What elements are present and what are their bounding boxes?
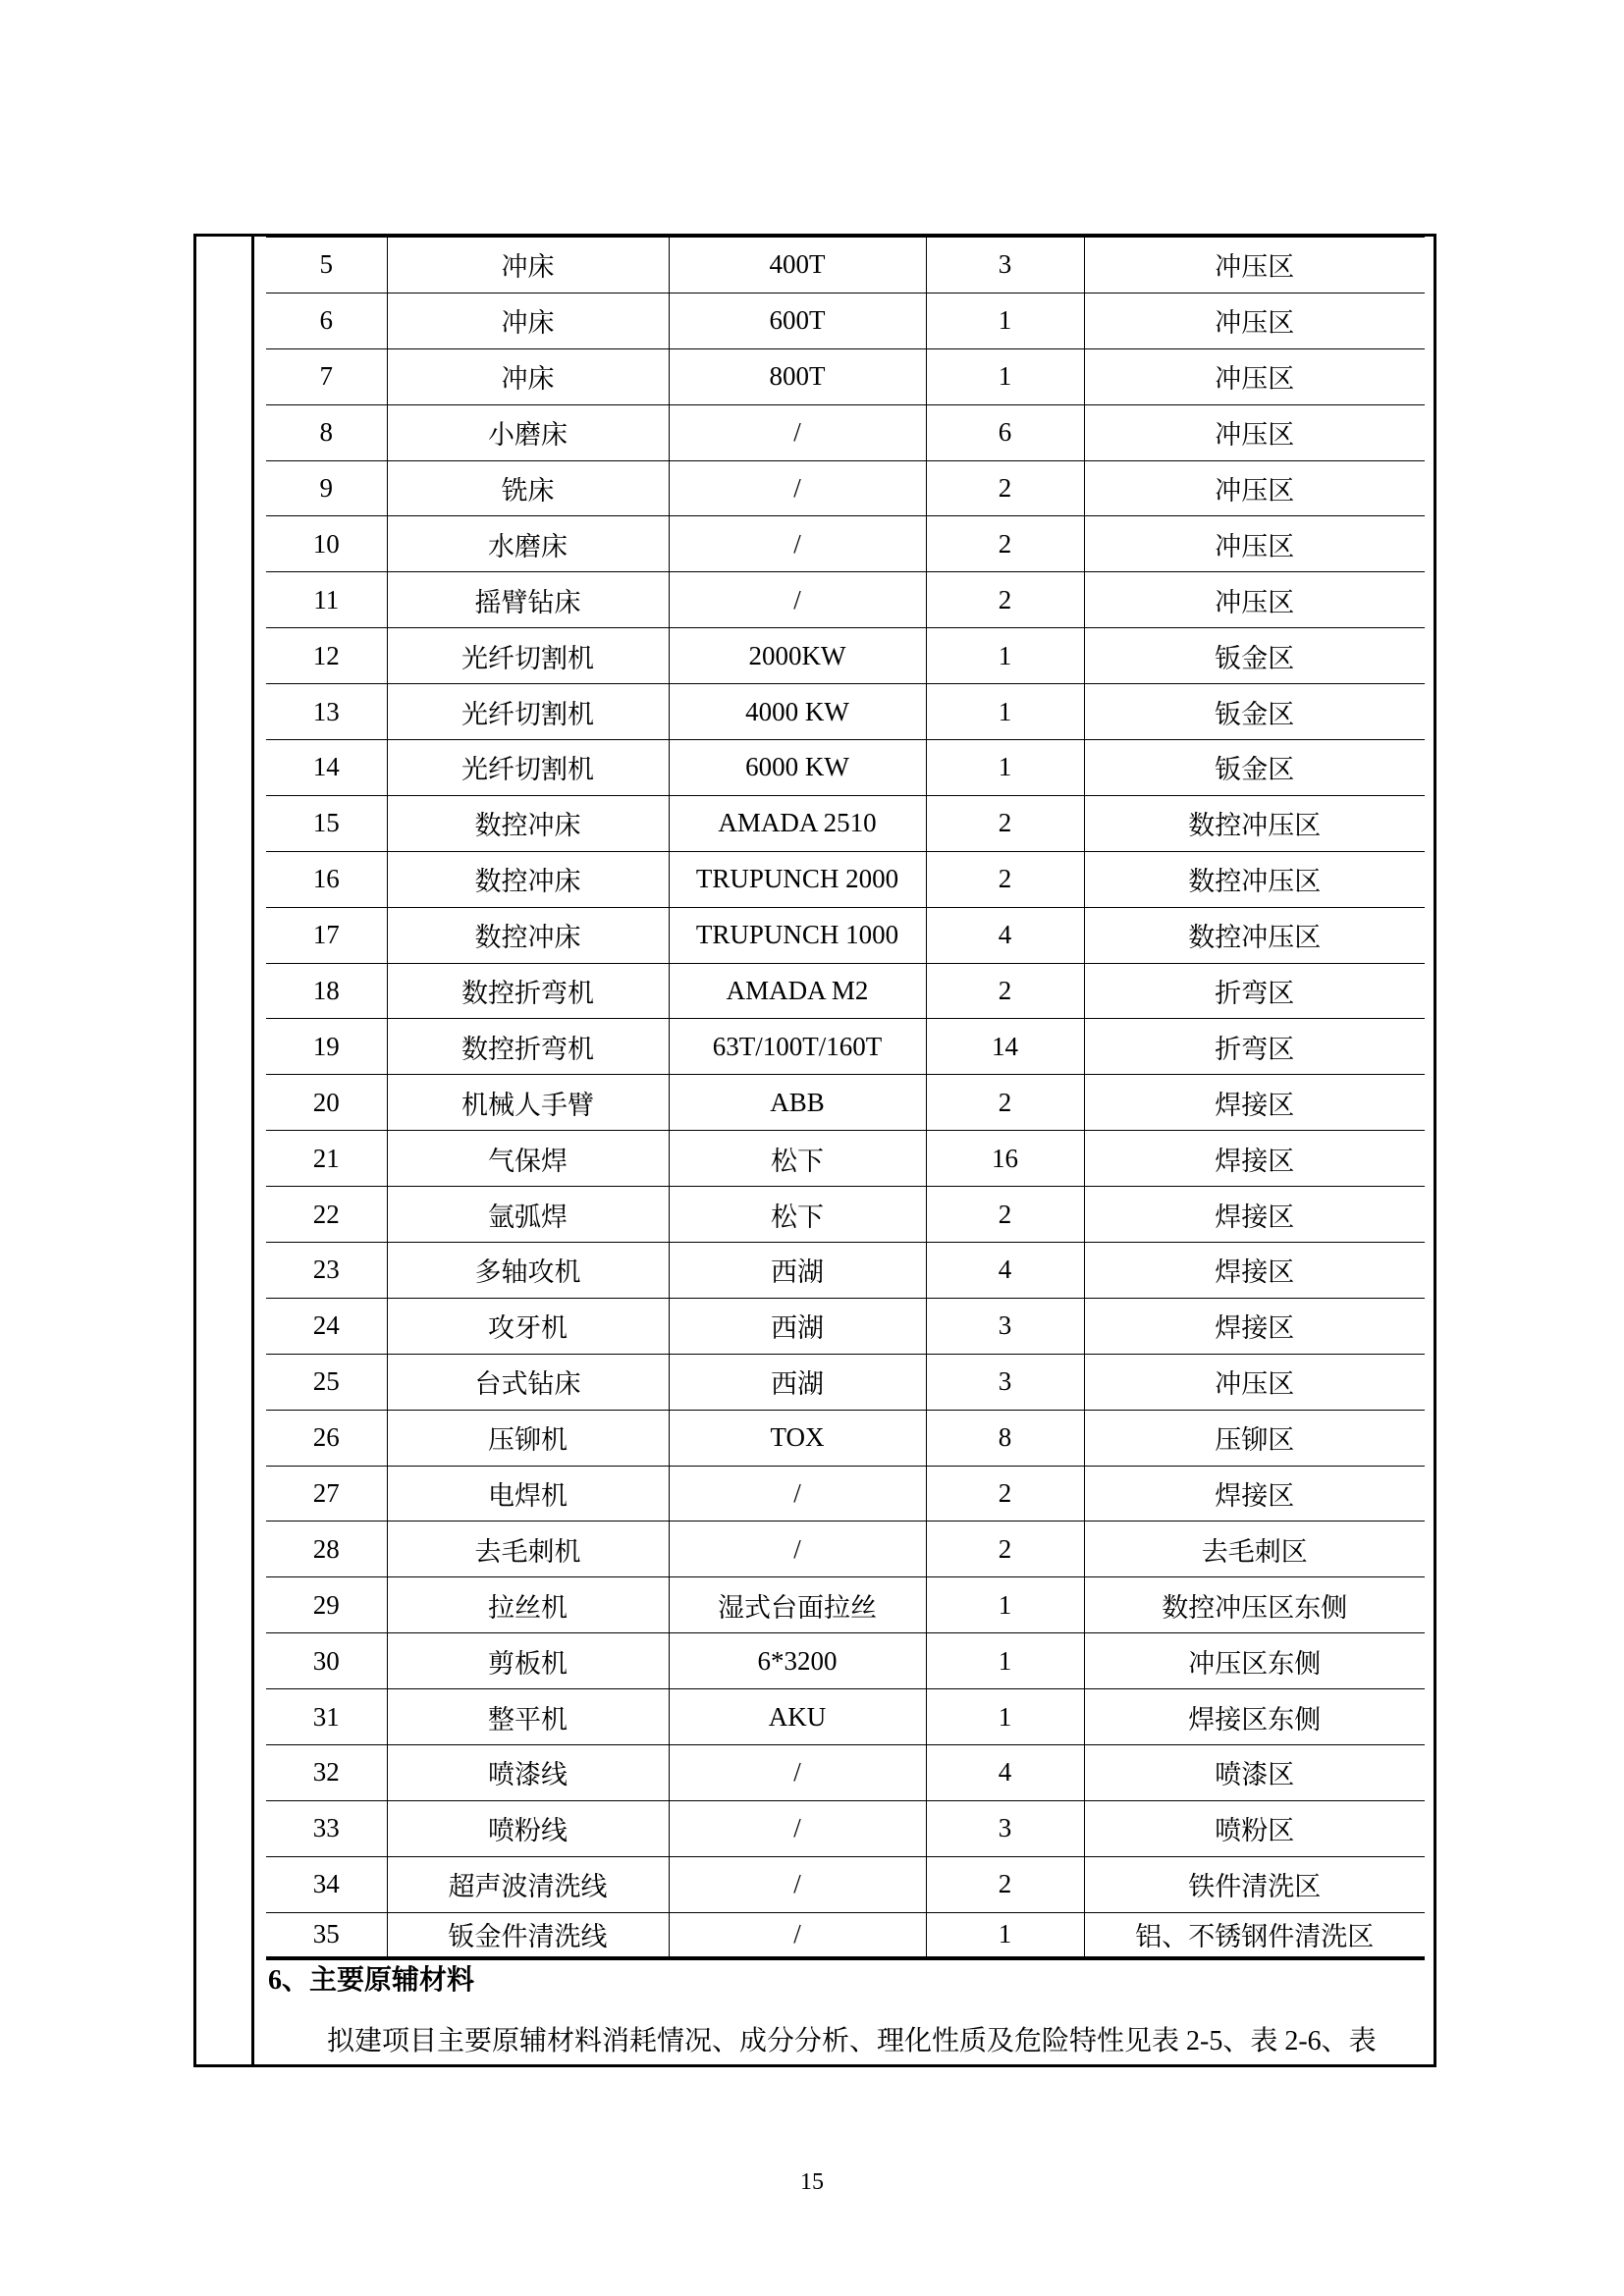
table-row: [266, 740, 1425, 796]
equipment-location-cell: 铁件清洗区: [1084, 1856, 1425, 1912]
equipment-name-cell: 多轴攻机: [387, 1243, 669, 1299]
equipment-name-cell: 光纤切割机: [387, 684, 669, 740]
table-row: [266, 628, 1425, 684]
equipment-location-cell: 钣金区: [1084, 740, 1425, 796]
equipment-spec-cell: AMADA 2510: [669, 795, 926, 851]
equipment-name-cell: 电焊机: [387, 1466, 669, 1522]
equipment-location-cell: 钣金区: [1084, 628, 1425, 684]
equipment-spec-cell: /: [669, 1856, 926, 1912]
equipment-name-cell: 冲床: [387, 236, 669, 293]
row-number-cell: 26: [266, 1410, 387, 1466]
row-number-cell: 10: [266, 516, 387, 572]
equipment-name-cell: 铣床: [387, 460, 669, 516]
row-number-cell: 30: [266, 1633, 387, 1689]
equipment-name-cell: 攻牙机: [387, 1298, 669, 1354]
equipment-quantity-cell: 2: [926, 1856, 1084, 1912]
row-number-cell: 7: [266, 348, 387, 404]
table-row: [266, 1912, 1425, 1958]
equipment-name-cell: 剪板机: [387, 1633, 669, 1689]
row-number-cell: 23: [266, 1243, 387, 1299]
table-row: [266, 1354, 1425, 1410]
equipment-spec-cell: /: [669, 1745, 926, 1801]
equipment-spec-cell: 6*3200: [669, 1633, 926, 1689]
equipment-name-cell: 气保焊: [387, 1131, 669, 1187]
row-number-cell: 25: [266, 1354, 387, 1410]
equipment-spec-cell: TRUPUNCH 2000: [669, 851, 926, 907]
equipment-location-cell: 冲压区: [1084, 516, 1425, 572]
equipment-quantity-cell: 1: [926, 740, 1084, 796]
equipment-location-cell: 冲压区东侧: [1084, 1633, 1425, 1689]
row-number-cell: 22: [266, 1187, 387, 1243]
row-number-cell: 31: [266, 1689, 387, 1745]
equipment-spec-cell: 西湖: [669, 1298, 926, 1354]
table-row: [266, 1522, 1425, 1577]
equipment-location-cell: 压铆区: [1084, 1410, 1425, 1466]
row-number-cell: 19: [266, 1019, 387, 1075]
table-row: [266, 1187, 1425, 1243]
equipment-quantity-cell: 2: [926, 1075, 1084, 1131]
equipment-location-cell: 焊接区: [1084, 1131, 1425, 1187]
table-row: [266, 1019, 1425, 1075]
equipment-spec-cell: /: [669, 1912, 926, 1958]
equipment-location-cell: 冲压区: [1084, 572, 1425, 628]
equipment-spec-cell: /: [669, 404, 926, 460]
equipment-location-cell: 钣金区: [1084, 684, 1425, 740]
equipment-name-cell: 数控冲床: [387, 795, 669, 851]
equipment-quantity-cell: 16: [926, 1131, 1084, 1187]
equipment-spec-cell: /: [669, 516, 926, 572]
section-title: 6、主要原辅材料: [268, 1965, 475, 1996]
equipment-spec-cell: /: [669, 460, 926, 516]
row-number-cell: 11: [266, 572, 387, 628]
row-number-cell: 8: [266, 404, 387, 460]
equipment-location-cell: 冲压区: [1084, 404, 1425, 460]
row-number-cell: 15: [266, 795, 387, 851]
equipment-quantity-cell: 8: [926, 1410, 1084, 1466]
equipment-location-cell: 数控冲压区: [1084, 795, 1425, 851]
row-number-cell: 27: [266, 1466, 387, 1522]
equipment-spec-cell: /: [669, 572, 926, 628]
equipment-location-cell: 冲压区: [1084, 1354, 1425, 1410]
equipment-location-cell: 数控冲压区: [1084, 907, 1425, 963]
equipment-quantity-cell: 3: [926, 1298, 1084, 1354]
equipment-name-cell: 钣金件清洗线: [387, 1912, 669, 1958]
table-row: [266, 851, 1425, 907]
table-row: [266, 1466, 1425, 1522]
equipment-name-cell: 数控冲床: [387, 907, 669, 963]
equipment-location-cell: 冲压区: [1084, 236, 1425, 293]
equipment-spec-cell: TOX: [669, 1410, 926, 1466]
equipment-quantity-cell: 3: [926, 1800, 1084, 1856]
row-number-cell: 34: [266, 1856, 387, 1912]
equipment-quantity-cell: 3: [926, 236, 1084, 293]
row-number-cell: 12: [266, 628, 387, 684]
table-row: [266, 963, 1425, 1019]
equipment-quantity-cell: 1: [926, 348, 1084, 404]
table-row: [266, 684, 1425, 740]
table-row: [266, 1075, 1425, 1131]
table-row: [266, 1410, 1425, 1466]
equipment-name-cell: 水磨床: [387, 516, 669, 572]
equipment-quantity-cell: 3: [926, 1354, 1084, 1410]
equipment-location-cell: 铝、不锈钢件清洗区: [1084, 1912, 1425, 1958]
equipment-location-cell: 数控冲压区东侧: [1084, 1577, 1425, 1633]
equipment-spec-cell: 松下: [669, 1131, 926, 1187]
equipment-quantity-cell: 1: [926, 293, 1084, 348]
table-row: [266, 348, 1425, 404]
equipment-spec-cell: 800T: [669, 348, 926, 404]
equipment-name-cell: 压铆机: [387, 1410, 669, 1466]
table-row: [266, 907, 1425, 963]
equipment-location-cell: 数控冲压区: [1084, 851, 1425, 907]
equipment-name-cell: 数控冲床: [387, 851, 669, 907]
equipment-name-cell: 光纤切割机: [387, 740, 669, 796]
equipment-name-cell: 喷漆线: [387, 1745, 669, 1801]
equipment-spec-cell: AKU: [669, 1689, 926, 1745]
table-row: [266, 1633, 1425, 1689]
row-number-cell: 29: [266, 1577, 387, 1633]
equipment-spec-cell: AMADA M2: [669, 963, 926, 1019]
equipment-quantity-cell: 2: [926, 795, 1084, 851]
equipment-name-cell: 摇臂钻床: [387, 572, 669, 628]
equipment-spec-cell: 西湖: [669, 1354, 926, 1410]
equipment-quantity-cell: 1: [926, 1689, 1084, 1745]
equipment-location-cell: 焊接区: [1084, 1187, 1425, 1243]
equipment-location-cell: 焊接区: [1084, 1075, 1425, 1131]
equipment-quantity-cell: 2: [926, 516, 1084, 572]
equipment-name-cell: 氩弧焊: [387, 1187, 669, 1243]
equipment-spec-cell: ABB: [669, 1075, 926, 1131]
table-row: [266, 1856, 1425, 1912]
equipment-name-cell: 去毛刺机: [387, 1522, 669, 1577]
equipment-name-cell: 喷粉线: [387, 1800, 669, 1856]
equipment-name-cell: 小磨床: [387, 404, 669, 460]
row-number-cell: 5: [266, 236, 387, 293]
row-number-cell: 28: [266, 1522, 387, 1577]
equipment-quantity-cell: 2: [926, 572, 1084, 628]
equipment-spec-cell: /: [669, 1800, 926, 1856]
equipment-spec-cell: /: [669, 1466, 926, 1522]
equipment-quantity-cell: 1: [926, 628, 1084, 684]
row-number-cell: 35: [312, 1919, 340, 1949]
equipment-name-cell: 光纤切割机: [387, 628, 669, 684]
equipment-location-cell: 焊接区: [1084, 1298, 1425, 1354]
equipment-spec-cell: /: [669, 1522, 926, 1577]
equipment-name-cell: 机械人手臂: [387, 1075, 669, 1131]
equipment-name-cell: 数控折弯机: [387, 1019, 669, 1075]
equipment-quantity-cell: 2: [926, 1522, 1084, 1577]
equipment-spec-cell: 63T/100T/160T: [669, 1019, 926, 1075]
row-number-cell: 20: [266, 1075, 387, 1131]
equipment-name-cell: 冲床: [387, 348, 669, 404]
table-row: [266, 1745, 1425, 1801]
row-number-cell: 18: [266, 963, 387, 1019]
equipment-table: [266, 234, 1425, 1960]
equipment-location-cell: 喷粉区: [1084, 1800, 1425, 1856]
row-number-cell: 9: [266, 460, 387, 516]
equipment-table-container: [266, 234, 1425, 1960]
equipment-quantity-cell: 1: [926, 684, 1084, 740]
equipment-quantity-cell: 14: [926, 1019, 1084, 1075]
equipment-quantity-cell: 4: [926, 1745, 1084, 1801]
table-row: [266, 1689, 1425, 1745]
equipment-location-cell: 喷漆区: [1084, 1745, 1425, 1801]
equipment-location-cell: 焊接区: [1084, 1243, 1425, 1299]
table-row: [266, 293, 1425, 348]
table-row: [266, 236, 1425, 293]
equipment-name-cell: 台式钻床: [387, 1354, 669, 1410]
row-number-cell: 6: [266, 293, 387, 348]
equipment-spec-cell: 2000KW: [669, 628, 926, 684]
equipment-spec-cell: 6000 KW: [669, 740, 926, 796]
equipment-quantity-cell: 6: [926, 404, 1084, 460]
table-row: [266, 795, 1425, 851]
equipment-location-cell: 折弯区: [1084, 1019, 1425, 1075]
table-row: [266, 1577, 1425, 1633]
section-body-text: 拟建项目主要原辅材料消耗情况、成分分析、理化性质及危险特性见表 2-5、表 2-6、表: [327, 2026, 1377, 2056]
equipment-spec-cell: 400T: [669, 236, 926, 293]
row-number-cell: 16: [266, 851, 387, 907]
row-number-cell: 24: [266, 1298, 387, 1354]
table-row: [266, 1243, 1425, 1299]
equipment-name-cell: 超声波清洗线: [387, 1856, 669, 1912]
row-number-cell: 13: [266, 684, 387, 740]
table-row: [266, 404, 1425, 460]
equipment-quantity-cell: 2: [926, 963, 1084, 1019]
table-row: [266, 516, 1425, 572]
row-number-cell: 32: [266, 1745, 387, 1801]
frame-left-column-divider: [251, 234, 254, 2067]
equipment-quantity-cell: 2: [926, 851, 1084, 907]
equipment-location-cell: 焊接区东侧: [1084, 1689, 1425, 1745]
equipment-name-cell: 拉丝机: [387, 1577, 669, 1633]
equipment-location-cell: 去毛刺区: [1084, 1522, 1425, 1577]
equipment-spec-cell: 松下: [669, 1187, 926, 1243]
equipment-quantity-cell: 2: [926, 1187, 1084, 1243]
equipment-table-body: [266, 236, 1425, 1958]
row-number-cell: 21: [266, 1131, 387, 1187]
table-row: [266, 1800, 1425, 1856]
equipment-quantity-cell: 4: [926, 1243, 1084, 1299]
equipment-spec-cell: 湿式台面拉丝: [669, 1577, 926, 1633]
row-number-cell: 14: [266, 740, 387, 796]
table-row: [266, 1131, 1425, 1187]
equipment-spec-cell: 4000 KW: [669, 684, 926, 740]
equipment-quantity-cell: 1: [926, 1577, 1084, 1633]
equipment-name-cell: 数控折弯机: [387, 963, 669, 1019]
equipment-location-cell: 焊接区: [1084, 1466, 1425, 1522]
equipment-location-cell: 冲压区: [1084, 460, 1425, 516]
row-number-cell: 33: [266, 1800, 387, 1856]
equipment-quantity-cell: 2: [926, 460, 1084, 516]
equipment-name-cell: 冲床: [387, 293, 669, 348]
equipment-location-cell: 折弯区: [1084, 963, 1425, 1019]
equipment-name-cell: 整平机: [387, 1689, 669, 1745]
table-row: [266, 1298, 1425, 1354]
equipment-location-cell: 冲压区: [1084, 293, 1425, 348]
table-row: [266, 572, 1425, 628]
equipment-location-cell: 冲压区: [1084, 348, 1425, 404]
equipment-quantity-cell: 1: [926, 1633, 1084, 1689]
equipment-quantity-cell: 2: [926, 1466, 1084, 1522]
equipment-spec-cell: 西湖: [669, 1243, 926, 1299]
equipment-spec-cell: 600T: [669, 293, 926, 348]
row-number-cell: 17: [266, 907, 387, 963]
equipment-quantity-cell: 1: [926, 1912, 1084, 1958]
table-row: [266, 460, 1425, 516]
equipment-quantity-cell: 4: [926, 907, 1084, 963]
page-number: 15: [800, 2169, 824, 2195]
equipment-spec-cell: TRUPUNCH 1000: [669, 907, 926, 963]
